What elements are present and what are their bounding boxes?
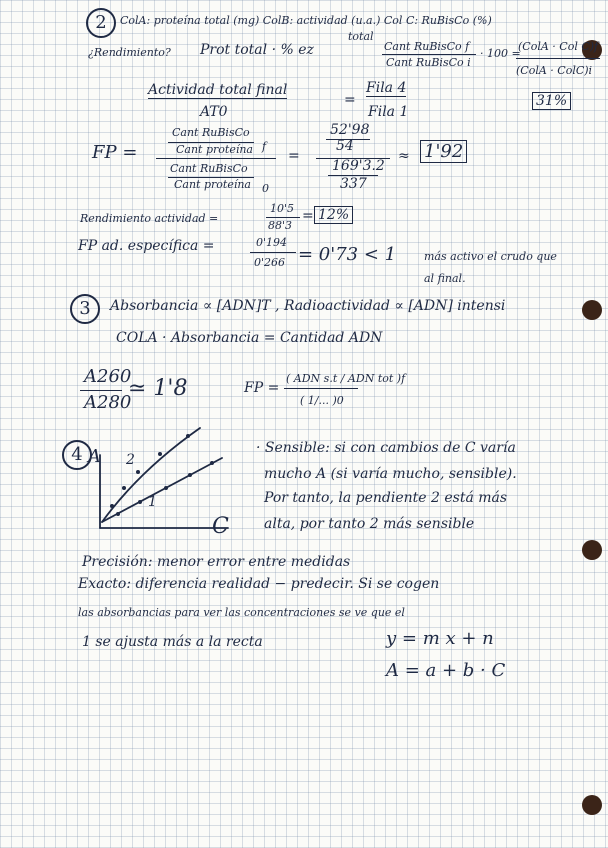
section-3-fp-den: ( 1/... )0 <box>300 394 344 407</box>
fp-n1: 52'98 <box>330 122 370 138</box>
graph-point <box>164 486 168 490</box>
graph-point <box>138 500 142 504</box>
fp-top-num: Cant RuBisCo <box>172 126 250 139</box>
fp-sub-f: f <box>262 140 267 153</box>
section-3-line-2: COLA · Absorbancia = Cantidad ADN <box>116 330 383 346</box>
fp-eq1: = <box>288 148 300 164</box>
fpae-result: = 0'73 < 1 <box>298 244 397 265</box>
graph-axis-y-label: A <box>88 446 101 467</box>
fpae-num: 0'194 <box>256 236 288 249</box>
fpae-note-2: al final. <box>424 272 466 285</box>
rendimiento-frac1-den: Cant RuBisCo i <box>386 56 471 69</box>
actividad-numerator: Actividad total final <box>148 82 288 98</box>
rendimiento-times100: · 100 = <box>480 47 521 60</box>
ratio-den: A280 <box>84 392 132 413</box>
fp-label: FP = <box>92 142 138 163</box>
rend-act-eq: = <box>302 208 314 224</box>
rendimiento-frac1-num: Cant RuBisCo f <box>384 40 470 53</box>
rendimiento-expr: Prot total · % ez <box>200 42 314 58</box>
graph-point <box>186 434 190 438</box>
section-3-line-1: Absorbancia ∝ [ADN]T , Radioactividad ∝ [ADN] intensi <box>110 298 506 314</box>
fp-eq2: ≈ <box>398 148 410 164</box>
sensible-line-1: · Sensible: si con cambios de C varía <box>256 440 516 456</box>
fp-bot-num: Cant RuBisCo <box>170 162 248 175</box>
graph-curve-2-label: 2 <box>126 452 135 468</box>
fp-top-den: Cant proteína <box>176 143 253 156</box>
graph-curve-1-label: 1 <box>148 494 157 510</box>
rendimiento-frac2-den: (ColA · ColC)i <box>516 64 593 77</box>
fpae-note-1: más activo el crudo que <box>424 250 557 263</box>
section-4-number: 4 <box>62 440 92 470</box>
section-3-fp-label: FP = <box>244 380 280 396</box>
graph-curve-2 <box>102 428 200 522</box>
fp-sub-0: 0 <box>262 182 269 195</box>
graph-point <box>210 461 214 465</box>
exacto-line-3: 1 se ajusta más a la recta <box>82 634 263 650</box>
exacto-line-1: Exacto: diferencia realidad − predecir. Si se cogen <box>78 576 440 592</box>
actividad-denominator: AT0 <box>200 104 228 120</box>
section-3-number: 3 <box>70 294 100 324</box>
ratio-value: ≃ 1'8 <box>128 376 188 401</box>
fpae-label: FP ad. específica = <box>78 238 215 254</box>
sensible-line-2: mucho A (si varía mucho, sensible). <box>264 466 517 482</box>
section-2-header-over: total <box>348 30 374 43</box>
actividad-equals: = <box>344 92 356 108</box>
rendimiento-frac2-num: (ColA · Col C)f <box>518 40 599 53</box>
rendimiento-label: ¿Rendimiento? <box>88 46 171 59</box>
graph-point <box>122 486 126 490</box>
sensible-line-4: alta, por tanto 2 más sensible <box>264 516 475 532</box>
equation-1: y = m x + n <box>386 628 494 649</box>
fila-denominator: Fila 1 <box>368 104 409 120</box>
fp-bot-den: Cant proteína <box>174 178 251 191</box>
graph-point <box>188 473 192 477</box>
rend-act-result: 12% <box>314 206 353 224</box>
precision-line: Precisión: menor error entre medidas <box>82 554 351 570</box>
graph-axis-x-label: C <box>212 514 229 539</box>
ratio-num: A260 <box>84 366 132 387</box>
graph-point <box>158 452 162 456</box>
sensible-line-3: Por tanto, la pendiente 2 está más <box>264 490 508 506</box>
exacto-line-2: las absorbancias para ver las concentraciones se ve que el <box>78 606 405 619</box>
section-2-number: 2 <box>86 8 116 38</box>
equation-2: A = a + b · C <box>386 660 506 681</box>
graph-point <box>116 512 120 516</box>
rend-act-den: 88'3 <box>268 219 293 232</box>
rend-act-num: 10'5 <box>270 202 295 215</box>
graph-point <box>110 504 114 508</box>
fp-n2: 169'3.2 <box>332 158 385 174</box>
rend-act-label: Rendimiento actividad = <box>80 212 219 225</box>
fpae-den: 0'266 <box>254 256 286 269</box>
section-3-fp-num: ( ADN s.t / ADN tot )f <box>286 372 406 385</box>
graph-point <box>136 470 140 474</box>
fp-result: 1'92 <box>420 140 467 163</box>
fila-numerator: Fila 4 <box>366 80 407 96</box>
section-2-header: ColA: proteína total (mg) ColB: actividad (u.a.) Col C: RuBisCo (%) <box>120 14 492 27</box>
fp-d1: 54 <box>336 138 354 154</box>
rendimiento-result: 31% <box>532 92 571 110</box>
graph-curve-1 <box>102 458 222 522</box>
fp-d2: 337 <box>340 176 367 192</box>
